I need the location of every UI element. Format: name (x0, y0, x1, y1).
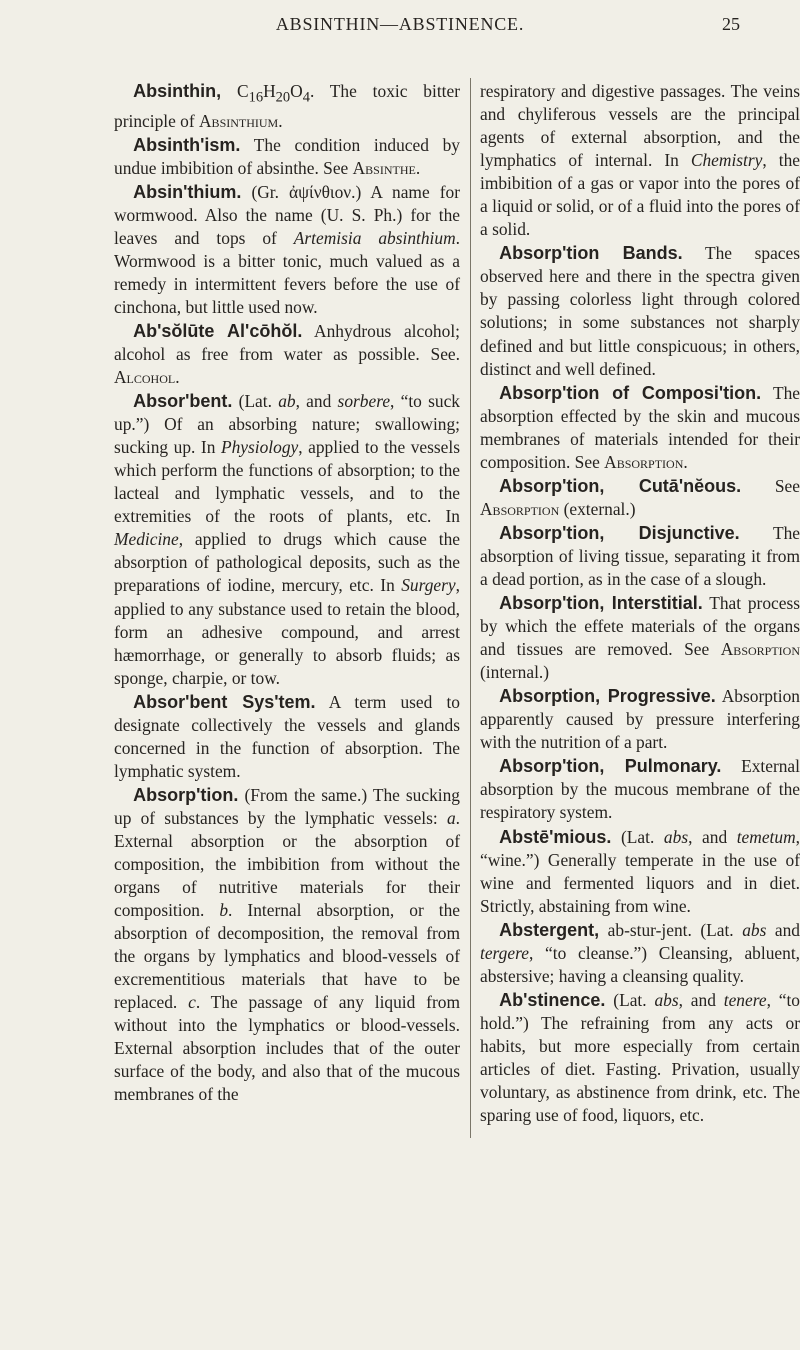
definition-text: O (290, 81, 303, 101)
italic-term: Physiology (220, 437, 299, 458)
definition-text: (Lat. (232, 391, 279, 412)
definition-text: . (415, 157, 421, 178)
entry-headword: Absor'bent Sys'tem. (133, 691, 316, 712)
definition-text: Absorption apparently caused by pressure interfering with the nutrition of a part. (480, 686, 800, 753)
definition-text: ab-stur-jent. (Lat. (599, 919, 743, 940)
dictionary-entry (480, 989, 800, 1127)
definition-text: External absorption by the mucous membrane of the respiratory system. (480, 756, 800, 823)
definition-text: (internal.) (480, 662, 550, 683)
dictionary-entry (114, 784, 460, 1107)
entry-headword: Absorp'tion, Cutā'nĕous. (499, 475, 742, 496)
italic-term: c (188, 992, 196, 1013)
entry-headword: Absorp'tion of Composi'tion. (499, 382, 762, 403)
entry-headword: Absorp'tion, Interstitial. (499, 593, 703, 614)
dictionary-entry (480, 242, 800, 380)
italic-term: abs (654, 989, 679, 1010)
definition-text: and (766, 919, 800, 940)
cross-reference: Absinthe (352, 157, 416, 178)
definition-text: C (221, 81, 249, 101)
definition-text: . (683, 451, 688, 472)
dictionary-entry (114, 181, 460, 319)
definition-text: The condition induced by undue imbibition of absinthe. See (114, 134, 460, 178)
definition-text: , applied to drugs which cause the absorption of pathological deposits, such as the preparations of iodine, mercury, etc. In (114, 529, 460, 596)
italic-term: Surgery (401, 575, 456, 596)
italic-term: ab (278, 391, 296, 412)
definition-text: , and (678, 989, 724, 1010)
entry-headword: Absinthin, (133, 81, 222, 101)
italic-term: tenere (723, 989, 767, 1010)
definition-text: . External absorption or the absorption of composition, the imbibition from without the organs of nutritive materials for their composition. (114, 807, 460, 921)
dictionary-entry (114, 134, 460, 180)
italic-term: b (219, 900, 229, 921)
definition-text: , and (688, 826, 737, 847)
italic-term: abs (663, 826, 689, 847)
entry-headword: Ab'stinence. (499, 989, 606, 1010)
dictionary-entry (480, 919, 800, 988)
entry-headword: Absorption, Progressive. (499, 686, 716, 707)
entry-headword: Abstergent, (499, 919, 600, 940)
definition-text: The absorption effected by the skin and mucous membranes of materials intended for their composition. See (480, 382, 800, 472)
dictionary-entry (480, 826, 800, 918)
entry-headword: Absorp'tion. (133, 784, 239, 805)
definition-text: , “to hold.”) The refraining from any acts or habits, but more especially from certain articles of diet. Fasting. Privation, usually voluntary, as abstinence from drink, etc. The sparing use of food, liquors, etc. (480, 989, 800, 1126)
right-column (480, 80, 800, 1128)
definition-text: (Lat. (611, 826, 664, 847)
cross-reference: Absorption (604, 451, 684, 472)
dictionary-entry (114, 80, 460, 133)
entry-headword: Absinth'ism. (133, 134, 241, 155)
definition-text: , applied to any substance used to retain the blood, form an adhesive compound, and arrest hæmorrhage, or generally to absorb fluids; as sponge, charpie, or tow. (114, 575, 460, 688)
definition-text: , and (295, 391, 338, 412)
definition-text: (Lat. (605, 989, 655, 1010)
italic-term: Medicine (114, 529, 179, 550)
definition-text: (From the same.) The sucking up of substances by the lymphatic vessels: (114, 784, 460, 828)
cross-reference: Absorption (720, 639, 800, 660)
definition-text: . (175, 367, 180, 388)
definition-text: , “to suck up.”) Of an absorbing nature; swallowing; sucking up. In (114, 391, 460, 458)
entry-headword: Absorp'tion, Disjunctive. (499, 522, 740, 543)
definition-text: H (263, 81, 276, 101)
dictionary-entry (114, 320, 460, 389)
entry-headword: Absin'thium. (133, 181, 242, 202)
cross-reference: Absinthium (199, 110, 279, 131)
dictionary-entry (114, 390, 460, 690)
running-head: ABSINTHIN—ABSTINENCE. (275, 14, 525, 34)
definition-text: , “wine.”) Generally temperate in the use of wine and fermented liquors and in diet. Strictly, abstaining from wine. (480, 826, 800, 916)
definition-text: . Wormwood is a bitter tonic, much valued as a remedy in intermittent fevers before the use of cinchona, but little used now. (114, 227, 460, 317)
definition-text: The absorption of living tissue, separating it from a dead portion, as in the case of a slough. (480, 522, 800, 589)
formula-subscript: 16 (248, 89, 264, 106)
entry-headword: Absor'bent. (133, 391, 233, 412)
dictionary-entry (480, 755, 800, 824)
formula-subscript: 4 (302, 89, 310, 106)
italic-term: temetum (736, 826, 796, 847)
dictionary-entry (480, 592, 800, 684)
dictionary-entry (480, 475, 800, 521)
dictionary-entry (480, 80, 800, 241)
definition-text: , applied to the vessels which perform the functions of absorption; to the lacteal and lymphatic vessels, and to the extremities of the roots of plants, etc. In (114, 437, 461, 527)
definition-text: (Gr. ἀψίνθιον.) A name for wormwood. Also the name (U. S. Ph.) for the leaves and tops of (114, 181, 460, 248)
dictionary-entry (480, 685, 800, 754)
entry-headword: Ab'sŏlūte Al'cōhŏl. (133, 320, 303, 341)
italic-term: Artemisia absinthium (293, 227, 456, 248)
italic-term: a (446, 807, 456, 828)
left-column (114, 80, 460, 1108)
definition-text: respiratory and digestive passages. The veins and chyliferous vessels are the principal agents of external absorption, and the lymphatics of internal. In (480, 81, 800, 171)
entry-headword: Abstē'mious. (499, 826, 612, 847)
definition-text: , the imbibition of a gas or vapor into the pores of a liquid or solid, or of a fluid into the pores of a solid. (480, 150, 800, 240)
entry-headword: Absorp'tion Bands. (499, 243, 683, 264)
definition-text: . (278, 110, 283, 131)
dictionary-entry (480, 382, 800, 474)
formula-subscript: 20 (275, 89, 291, 106)
dictionary-entry (114, 691, 460, 783)
cross-reference: Alcohol (114, 367, 176, 388)
page-number: 25 (722, 14, 740, 34)
definition-text: See (741, 475, 800, 496)
entry-headword: Absorp'tion, Pulmonary. (499, 756, 722, 777)
definition-text: . Internal absorption, or the absorption of decomposition, the removal from the organs by lymphatics and blood-vessels of excrementitious materials that have to be replaced. (114, 900, 460, 1013)
definition-text: . The passage of any liquid from without into the lymphatics or blood-vessels. External absorption includes that of the outer surface of the body, and also that of the mucous membranes of the (114, 992, 460, 1105)
definition-text: . The toxic bitter principle of (114, 81, 460, 131)
italic-term: sorbere (337, 391, 391, 412)
italic-term: Chemistry (690, 150, 763, 171)
cross-reference: Absorption (480, 498, 560, 519)
definition-text: , “to cleanse.”) Cleansing, abluent, abstersive; having a cleansing quality. (480, 942, 800, 986)
italic-term: tergere (480, 942, 529, 963)
definition-text: The spaces observed here and there in the spectra given by passing colorless light through colored solutions; in some substances not sharply defined and but little conspicuous; in others, distinct and well defined. (480, 243, 800, 379)
italic-term: abs (742, 919, 767, 940)
definition-text: That process by which the effete materials of the organs and tissues are removed. See (480, 593, 800, 660)
definition-text: A term used to designate collectively the vessels and glands concerned in the function of absorption. The lymphatic system. (114, 691, 460, 781)
dictionary-entry (480, 522, 800, 591)
definition-text: (external.) (559, 498, 636, 519)
definition-text: Anhydrous alcohol; alcohol as free from water as possible. See. (114, 320, 460, 364)
column-divider (470, 78, 471, 1138)
